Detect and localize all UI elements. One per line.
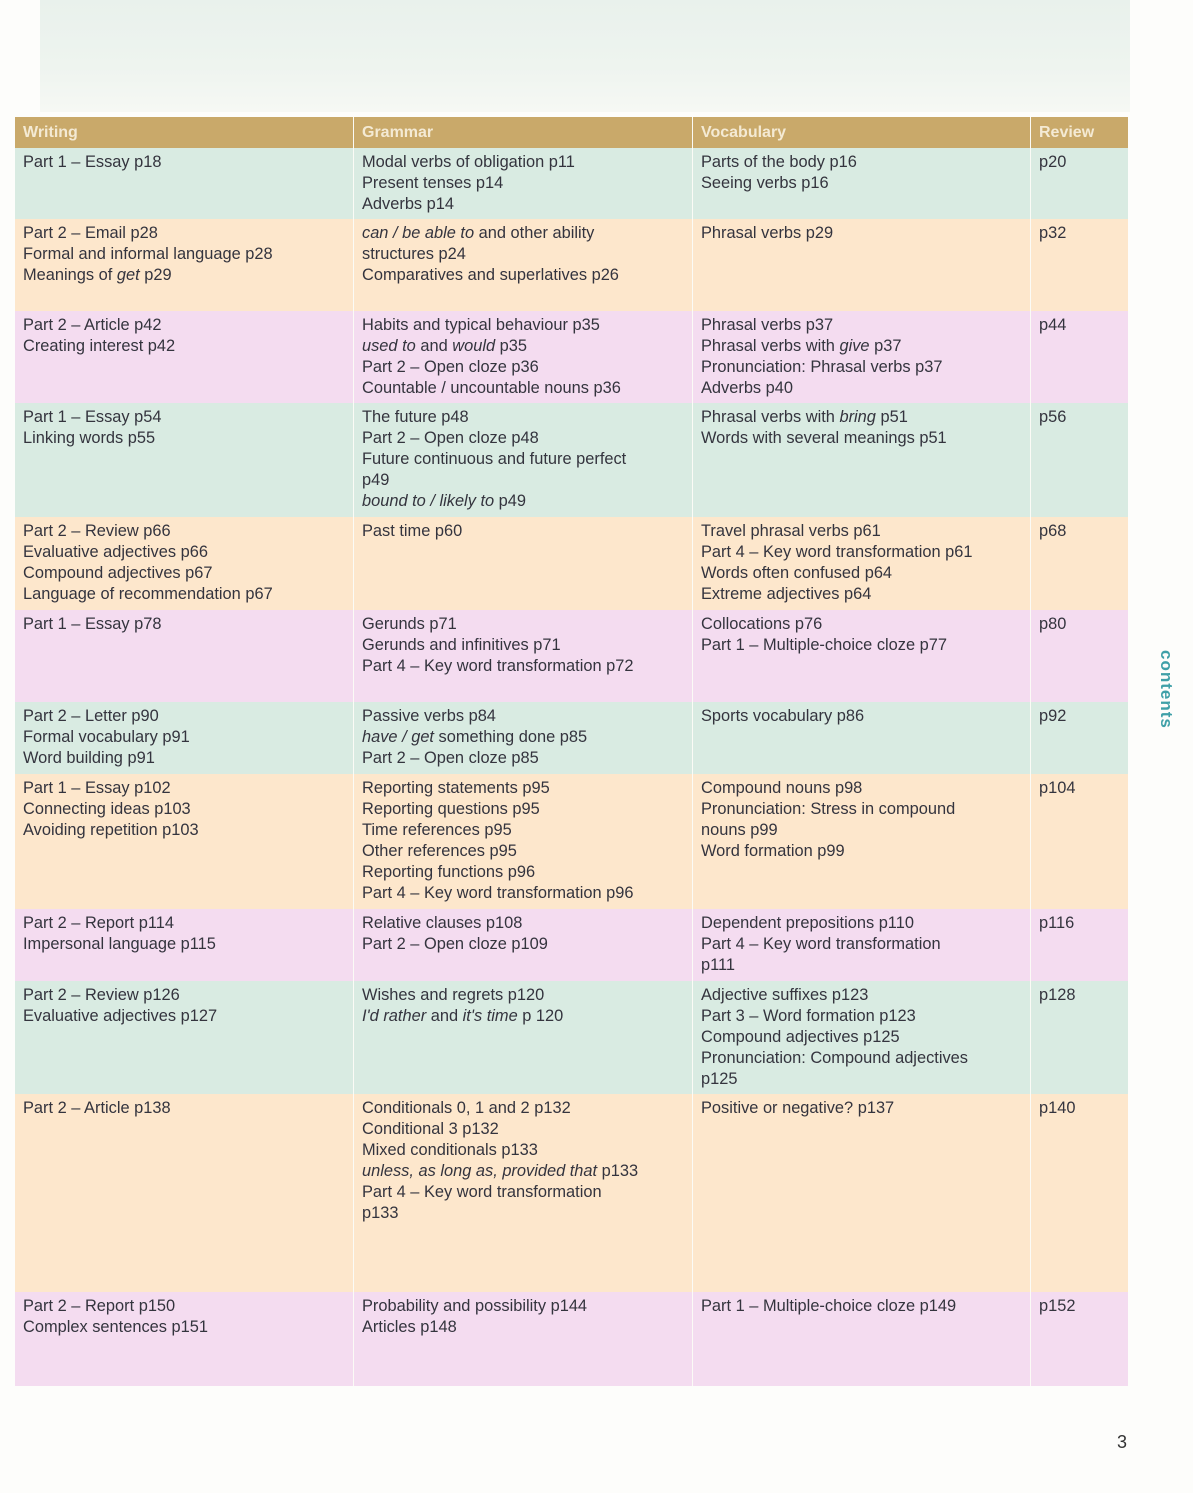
review-page-ref: p56: [1039, 408, 1067, 426]
cell-vocabulary: [693, 219, 1031, 311]
grammar-entry: The future p48: [362, 408, 469, 426]
grammar-entry: Part 2 – Open cloze p109: [362, 934, 548, 953]
vocabulary-entry: Words with several meanings p51: [701, 428, 947, 447]
vocabulary-entry: Compound adjectives p125: [701, 1027, 900, 1046]
cell-grammar: [354, 403, 693, 517]
writing-entry: Part 2 – Letter p90: [23, 707, 159, 725]
review-page-ref: p32: [1039, 224, 1067, 242]
vocabulary-entry: p125: [701, 1069, 738, 1088]
vocabulary-entry: Positive or negative? p137: [701, 1099, 895, 1117]
review-page-ref: p68: [1039, 522, 1067, 540]
vocabulary-entry: Parts of the body p16: [701, 153, 857, 171]
grammar-entry: used to and would p35: [362, 336, 527, 355]
vocabulary-entry: Part 1 – Multiple-choice cloze p77: [701, 635, 947, 654]
cell-grammar: [354, 909, 693, 981]
table-row: [15, 702, 1128, 774]
writing-entry: Avoiding repetition p103: [23, 820, 199, 839]
vocabulary-entry: Phrasal verbs with bring p51: [701, 408, 908, 426]
cell-vocabulary: [693, 311, 1031, 403]
grammar-entry: Countable / uncountable nouns p36: [362, 378, 621, 397]
review-page-ref: p80: [1039, 615, 1067, 633]
cell-writing: [15, 517, 354, 610]
table-row: [15, 1094, 1128, 1292]
table-row: [15, 610, 1128, 702]
vocabulary-entry: Dependent prepositions p110: [701, 914, 914, 932]
grammar-entry: Articles p148: [362, 1317, 457, 1336]
cell-writing: [15, 610, 354, 702]
grammar-entry: I'd rather and it's time p 120: [362, 1006, 564, 1025]
cell-review: [1031, 517, 1128, 610]
writing-entry: Part 1 – Essay p102: [23, 779, 171, 797]
vocabulary-entry: Phrasal verbs with give p37: [701, 336, 902, 355]
table-row: [15, 148, 1128, 219]
grammar-entry: Part 2 – Open cloze p48: [362, 428, 539, 447]
grammar-entry: Other references p95: [362, 841, 517, 860]
review-page-ref: p152: [1039, 1297, 1076, 1315]
grammar-entry: Conditionals 0, 1 and 2 p132: [362, 1099, 571, 1117]
vocabulary-entry: Part 1 – Multiple-choice cloze p149: [701, 1297, 957, 1315]
grammar-entry: Part 2 – Open cloze p85: [362, 748, 539, 767]
table-body: [15, 148, 1128, 1386]
grammar-entry: Habits and typical behaviour p35: [362, 316, 600, 334]
vocabulary-entry: Word formation p99: [701, 841, 845, 860]
review-page-ref: p140: [1039, 1099, 1076, 1117]
writing-entry: Part 2 – Email p28: [23, 224, 158, 242]
review-page-ref: p128: [1039, 986, 1076, 1004]
header-review: Review: [1039, 124, 1095, 141]
writing-entry: Meanings of get p29: [23, 265, 172, 284]
grammar-entry: Mixed conditionals p133: [362, 1140, 538, 1159]
writing-entry: Linking words p55: [23, 428, 156, 447]
grammar-entry: Passive verbs p84: [362, 707, 496, 725]
cell-grammar: [354, 1292, 693, 1386]
writing-entry: Part 2 – Article p42: [23, 316, 162, 334]
header-writing: Writing: [15, 117, 354, 148]
cell-review: [1031, 610, 1128, 702]
grammar-entry: Gerunds p71: [362, 615, 457, 633]
grammar-entry: Probability and possibility p144: [362, 1297, 588, 1315]
writing-entry: Language of recommendation p67: [23, 584, 273, 603]
writing-entry: Evaluative adjectives p127: [23, 1006, 218, 1025]
vocabulary-entry: Seeing verbs p16: [701, 173, 829, 192]
vocabulary-entry: Words often confused p64: [701, 563, 893, 582]
cell-review: [1031, 1292, 1128, 1386]
table-row: [15, 219, 1128, 311]
header-grammar: Grammar: [354, 117, 693, 148]
grammar-entry: Adverbs p14: [362, 194, 455, 213]
grammar-entry: Present tenses p14: [362, 173, 504, 192]
vocabulary-entry: nouns p99: [701, 820, 778, 839]
cell-writing: [15, 774, 354, 909]
grammar-entry: Part 2 – Open cloze p36: [362, 357, 539, 376]
vocabulary-entry: Adverbs p40: [701, 378, 794, 397]
cell-grammar: [354, 311, 693, 403]
cell-grammar: [354, 517, 693, 610]
cell-vocabulary: [693, 1292, 1031, 1386]
previous-page-bleed: [40, 0, 1130, 112]
cell-review: [1031, 774, 1128, 909]
cell-vocabulary: [693, 610, 1031, 702]
grammar-entry: Part 4 – Key word transformation p72: [362, 656, 634, 675]
writing-entry: Formal vocabulary p91: [23, 727, 190, 746]
cell-grammar: [354, 981, 693, 1094]
grammar-entry: structures p24: [362, 244, 466, 263]
vocabulary-entry: Part 4 – Key word transformation p61: [701, 542, 973, 561]
vocabulary-entry: Adjective suffixes p123: [701, 986, 869, 1004]
grammar-entry: Wishes and regrets p120: [362, 986, 545, 1004]
cell-writing: [15, 148, 354, 219]
cell-vocabulary: [693, 909, 1031, 981]
cell-writing: [15, 219, 354, 311]
cell-vocabulary: [693, 1094, 1031, 1292]
review-page-ref: p20: [1039, 153, 1067, 171]
grammar-entry: p133: [362, 1203, 399, 1222]
cell-review: [1031, 219, 1128, 311]
grammar-entry: Future continuous and future perfect: [362, 449, 627, 468]
writing-entry: Impersonal language p115: [23, 934, 216, 953]
vocabulary-entry: Phrasal verbs p29: [701, 224, 834, 242]
grammar-entry: Relative clauses p108: [362, 914, 523, 932]
review-page-ref: p104: [1039, 779, 1076, 797]
cell-writing: [15, 311, 354, 403]
writing-entry: Part 1 – Essay p18: [23, 153, 162, 171]
grammar-entry: Past time p60: [362, 522, 463, 540]
contents-side-label: contents: [1157, 650, 1176, 729]
cell-review: [1031, 702, 1128, 774]
cell-writing: [15, 1094, 354, 1292]
vocabulary-entry: Travel phrasal verbs p61: [701, 522, 881, 540]
page-number: 3: [1117, 1432, 1128, 1452]
grammar-entry: Part 4 – Key word transformation: [362, 1182, 602, 1201]
vocabulary-entry: Collocations p76: [701, 615, 823, 633]
table-row: [15, 909, 1128, 981]
grammar-entry: Reporting functions p96: [362, 862, 536, 881]
vocabulary-entry: Pronunciation: Phrasal verbs p37: [701, 357, 943, 376]
vocabulary-entry: Phrasal verbs p37: [701, 316, 834, 334]
vocabulary-entry: Extreme adjectives p64: [701, 584, 872, 603]
vocabulary-entry: p111: [701, 955, 736, 974]
writing-entry: Part 2 – Review p66: [23, 522, 171, 540]
cell-review: [1031, 1094, 1128, 1292]
writing-entry: Part 2 – Report p150: [23, 1297, 176, 1315]
cell-review: [1031, 981, 1128, 1094]
cell-review: [1031, 311, 1128, 403]
cell-writing: [15, 403, 354, 517]
cell-writing: [15, 702, 354, 774]
cell-vocabulary: [693, 981, 1031, 1094]
cell-vocabulary: [693, 517, 1031, 610]
writing-entry: Part 2 – Article p138: [23, 1099, 171, 1117]
review-page-ref: p92: [1039, 707, 1067, 725]
review-page-ref: p44: [1039, 316, 1067, 334]
cell-vocabulary: [693, 702, 1031, 774]
table-row: [15, 981, 1128, 1094]
table-row: [15, 311, 1128, 403]
review-page-ref: p116: [1039, 914, 1075, 932]
grammar-entry: bound to / likely to p49: [362, 491, 527, 510]
vocabulary-entry: Sports vocabulary p86: [701, 707, 865, 725]
cell-grammar: [354, 774, 693, 909]
grammar-entry: Time references p95: [362, 820, 512, 839]
vocabulary-entry: Part 3 – Word formation p123: [701, 1006, 916, 1025]
cell-grammar: [354, 610, 693, 702]
writing-entry: Complex sentences p151: [23, 1317, 208, 1336]
writing-entry: Part 1 – Essay p78: [23, 615, 162, 633]
grammar-entry: Modal verbs of obligation p11: [362, 153, 575, 171]
header-vocabulary: Vocabulary: [693, 117, 1031, 148]
cell-writing: [15, 981, 354, 1094]
cell-vocabulary: [693, 148, 1031, 219]
cell-writing: [15, 1292, 354, 1386]
grammar-entry: Part 4 – Key word transformation p96: [362, 883, 634, 902]
grammar-entry: can / be able to and other ability: [362, 224, 595, 242]
writing-entry: Evaluative adjectives p66: [23, 542, 208, 561]
cell-vocabulary: [693, 403, 1031, 517]
cell-review: [1031, 148, 1128, 219]
vocabulary-entry: Part 4 – Key word transformation: [701, 934, 941, 953]
grammar-entry: p49: [362, 470, 390, 489]
cell-review: [1031, 909, 1128, 981]
cell-vocabulary: [693, 774, 1031, 909]
writing-entry: Part 1 – Essay p54: [23, 408, 162, 426]
table-row: [15, 774, 1128, 909]
cell-grammar: [354, 702, 693, 774]
cell-writing: [15, 909, 354, 981]
grammar-entry: Reporting statements p95: [362, 779, 550, 797]
table-row: [15, 1292, 1128, 1386]
vocabulary-entry: Compound nouns p98: [701, 779, 863, 797]
contents-table: [15, 117, 1128, 1386]
grammar-entry: have / get something done p85: [362, 727, 588, 746]
writing-entry: Connecting ideas p103: [23, 799, 191, 818]
writing-entry: Part 2 – Review p126: [23, 986, 180, 1004]
table-header: [15, 117, 1128, 148]
grammar-entry: unless, as long as, provided that p133: [362, 1161, 639, 1180]
cell-review: [1031, 403, 1128, 517]
writing-entry: Formal and informal language p28: [23, 244, 273, 263]
grammar-entry: Reporting questions p95: [362, 799, 540, 818]
grammar-entry: Comparatives and superlatives p26: [362, 265, 619, 284]
cell-grammar: [354, 219, 693, 311]
grammar-entry: Conditional 3 p132: [362, 1119, 499, 1138]
grammar-entry: Gerunds and infinitives p71: [362, 635, 561, 654]
writing-entry: Word building p91: [23, 748, 155, 767]
table-row: [15, 403, 1128, 517]
cell-grammar: [354, 148, 693, 219]
cell-grammar: [354, 1094, 693, 1292]
vocabulary-entry: Pronunciation: Stress in compound: [701, 799, 956, 818]
writing-entry: Creating interest p42: [23, 336, 176, 355]
vocabulary-entry: Pronunciation: Compound adjectives: [701, 1048, 968, 1067]
writing-entry: Part 2 – Report p114: [23, 914, 174, 932]
writing-entry: Compound adjectives p67: [23, 563, 213, 582]
table-row: [15, 517, 1128, 610]
